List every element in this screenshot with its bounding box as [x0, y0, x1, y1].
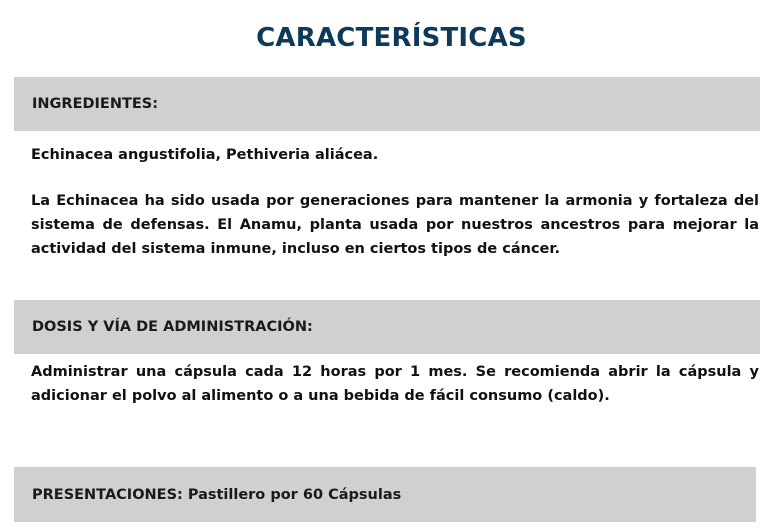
section-header-presentaciones: [14, 467, 756, 522]
ingredients-description: La Echinacea ha sido usada por generaciones para mantener la armonia y fortaleza del sistema de defensas. El Anamu, planta usada por nuestros ancestros para mejorar la actividad del sistema inmune, incluso en ciertos tipos de cáncer.: [31, 193, 759, 257]
section-header-presentaciones-label: PRESENTACIONES:: [32, 486, 183, 503]
section-header-ingredientes: [14, 77, 760, 131]
page-title: CARACTERÍSTICAS: [256, 23, 527, 53]
section-header-dosis: [14, 300, 760, 354]
dosis-description: Administrar una cápsula cada 12 horas por 1 mes. Se recomienda abrir la cápsula y adicionar el polvo al alimento o a una bebida de fácil consumo (caldo).: [31, 364, 759, 404]
ingredients-list-text: Echinacea angustifolia, Pethiveria aliácea.: [31, 147, 379, 163]
presentaciones-value: Pastillero por 60 Cápsulas: [187, 486, 402, 503]
section-header-ingredientes-label: INGREDIENTES:: [32, 96, 159, 112]
section-header-dosis-label: DOSIS Y VÍA DE ADMINISTRACIÓN:: [32, 319, 313, 335]
